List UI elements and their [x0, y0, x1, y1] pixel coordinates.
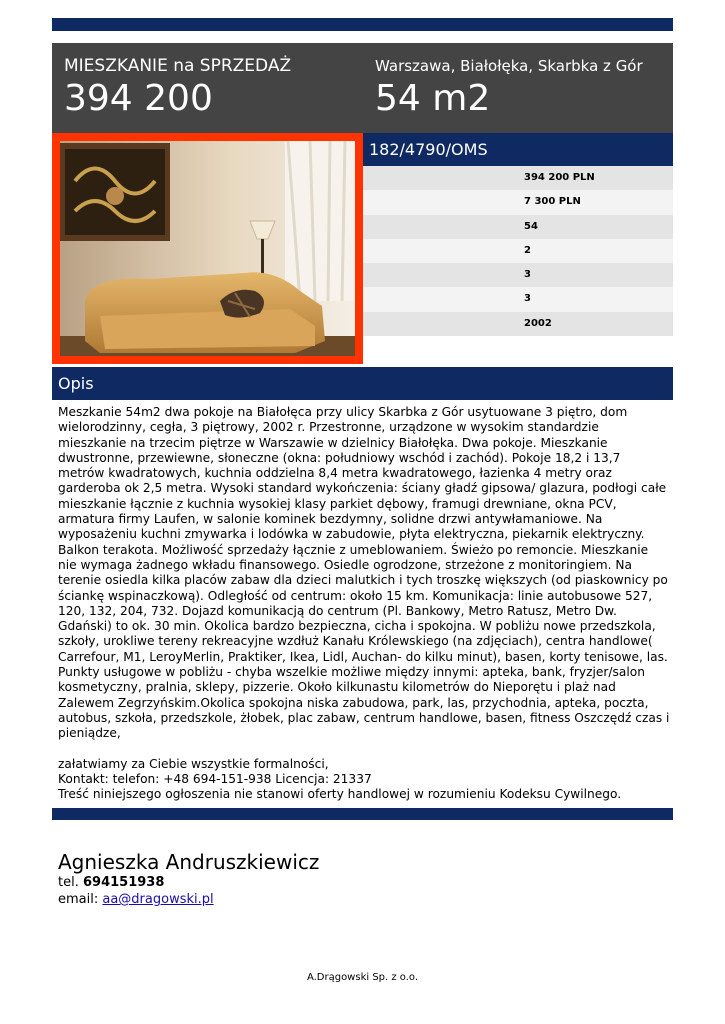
agent-name: Agnieszka Andruszkiewicz [58, 850, 320, 874]
agent-email-label: email: [58, 892, 99, 907]
living-room-illustration [60, 141, 355, 356]
description-section-title: Opis [52, 367, 673, 400]
agent-phone: 694151938 [82, 875, 165, 890]
description-disclaimer: Treść niniejszego ogłoszenia nie stanowi oferty handlowej w rozumieniu Kodeksu Cywilnego. [58, 787, 622, 802]
listing-header [52, 43, 673, 133]
agent-email-line [58, 891, 319, 908]
detail-rooms: 2 [363, 239, 673, 263]
agent-phone-label: tel. [58, 875, 79, 890]
listing-description [58, 405, 670, 803]
agent-phone-line [58, 874, 319, 891]
paragraph-gap [58, 742, 670, 757]
detail-price: 394 200 PLN [363, 166, 673, 190]
listing-area: 54 m2 [375, 78, 491, 119]
bottom-divider-bar [52, 808, 673, 820]
living-room-photo [60, 141, 355, 356]
detail-year-built: 2002 [363, 312, 673, 336]
agent-email-link[interactable]: aa@dragowski.pl [102, 892, 214, 907]
reference-number: 182/4790/OMS [363, 133, 673, 166]
listing-photo-frame [52, 133, 363, 364]
detail-building-floors: 3 [363, 287, 673, 311]
details-table [363, 166, 673, 336]
listing-price: 394 200 [64, 78, 213, 119]
header-left [64, 55, 291, 119]
company-footer: A.Drągowski Sp. z o.o. [306, 972, 419, 983]
top-divider-bar [52, 18, 673, 31]
listing-location: Warszawa, Białołęka, Skarbka z Gór [375, 57, 643, 75]
header-right [375, 55, 643, 119]
detail-area: 54 [363, 215, 673, 239]
description-main: Meszkanie 54m2 dwa pokoje na Białołęca przy ulicy Skarbka z Gór usytuowane 3 piętro, dom wielorodzinny, cegła, 3 piętrowy, 2002 r. Przestronne, urządzone w wysokim standardzie mieszkanie na trzecim piętrze w Warszawie w dzielnicy Białołęka. Dwa pokoje. Mieszkanie dwustronne, przewiewne, słoneczne (okna: południowy wschód i zachód). Pokoje 18,2 i 13,7 metrów kwadratowych, kuchnia oddzielna 8,4 metra kwadratowego, łazienka 4 metry oraz garderoba ok 2,5 metra. Wysoki standard wykończenia: ściany gładź gipsowa/ glazura, podłogi całe mieszkanie łącznie z kuchnia wysokiej klasy parkiet dębowy, framugi drewniane, okna PCV, armatura firmy Laufen, w salonie kominek bezdymny, solidne drzwi antywłamaniowe. Na wyposażeniu kuchni zmywarka i lodówka w zabudowie, płyta elektryczna, piekarnik elektryczny. Balkon terakota. Możliwość sprzedaży łącznie z umeblowaniem. Świeżo po remoncie. Mieszkanie nie wymaga żadnego wkładu finansowego. Osiedle ogrodzone, strzeżone z monitoringiem. Na terenie osiedla kilka placów zabaw dla dzieci malutkich i tych troszkę większych (od piaskownicy po ściankę wspinaczkową). Odległość od centrum: około 15 km. Komunikacja: linie autobusowe 527, 120, 132, 204, 732. Dojazd komunikacją do centrum (Pl. Bankowy, Metro Ratusz, Metro Dw. Gdański) to ok. 30 min. Okolica bardzo bezpieczna, cicha i spokojna. W pobliżu nowe przedszkola, szkoły, urokliwe tereny rekreacyjne wzdłuż Kanału Królewskiego (na zdjęciach), centra handlowe( Carrefour, M1, LeroyMerlin, Praktiker, Ikea, Lidl, Auchan- do kilku minut), basen, korty tenisowe, las. Punkty usługowe w pobliżu - chyba wszelkie możliwe między innymi: apteka, bank, fryzjer/salon kosmetyczny, pralnia, sklepy, pizzerie. Około kilkunastu kilometrów do Nieporętu i plaż nad Zalewem Zegrzyńskim.Okolica spokojna niska zabudowa, park, las, przychodnia, apteka, poczta, autobus, szkoła, przedszkole, żłobek, plac zabaw, centrum handlowe, basen, fitness Oszczędź czas i pieniądze, [58, 405, 670, 741]
description-formalities: załatwiamy za Ciebie wszystkie formalności, [58, 756, 329, 771]
agent-contact [58, 850, 319, 908]
detail-price-per-m2: 7 300 PLN [363, 190, 673, 214]
listing-type: MIESZKANIE na SPRZEDAŻ [64, 56, 292, 76]
detail-floor: 3 [363, 263, 673, 287]
description-contact: Kontakt: telefon: +48 694-151-938 Licencja: 21337 [58, 772, 372, 787]
